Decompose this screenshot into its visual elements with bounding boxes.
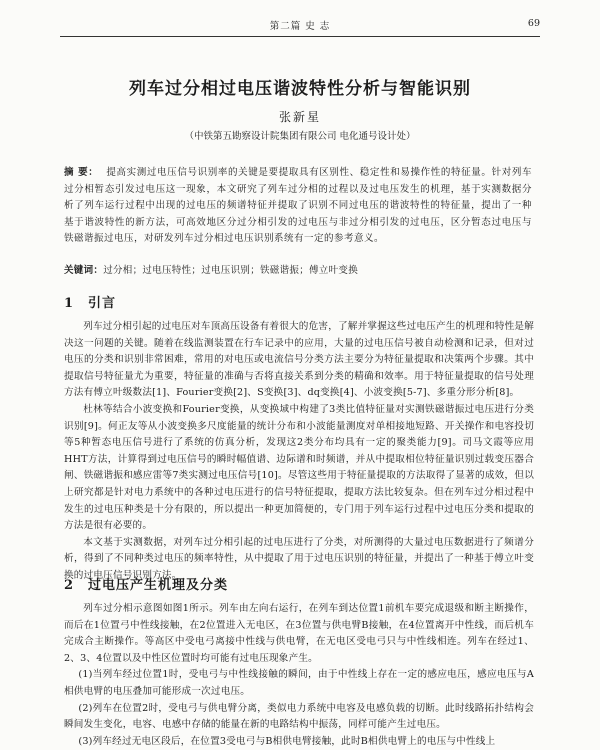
affiliation: （中铁第五勘察设计院集团有限公司 电化通号设计处） bbox=[184, 131, 416, 142]
section-heading-2 bbox=[64, 574, 228, 593]
header-divider bbox=[60, 36, 540, 37]
paper-title: 列车过分相过电压谐波特性分析与智能识别 bbox=[129, 79, 471, 99]
author: 张新星 bbox=[278, 110, 321, 124]
page-number: 69 bbox=[527, 18, 540, 29]
abstract bbox=[64, 165, 532, 248]
keywords bbox=[64, 262, 532, 276]
section-title: 引言 bbox=[88, 296, 117, 311]
section-number: 1 bbox=[64, 296, 75, 311]
paragraph: 本文基于实测数据，对列车过分相引起的过电压进行了分类，对所测得的大量过电压数据进行了频谱分析，得到了不同种类过电压的频率特性，从中提取了用于过电压识别的特征量，并提出了一种基于傅立叶变换的过电压信号识别方法。 bbox=[64, 536, 534, 581]
list-item: (2)列车在位置2时，受电弓与供电臂分离，类似电力系统中电容及电感负载的切断。此时线路拓扑结构会瞬间发生变化，电容、电感中存储的能量在新的电路结构中振荡，同样可能产生过电压。 bbox=[64, 702, 534, 731]
keywords-label: 关键词： bbox=[64, 265, 104, 276]
section-title: 过电压产生机理及分类 bbox=[88, 578, 229, 593]
section-1-body bbox=[64, 319, 534, 585]
section-number: 2 bbox=[64, 578, 75, 593]
section-heading-1 bbox=[64, 292, 116, 311]
list-item: (1)当列车经过位置1时，受电弓与中性线接触的瞬间，由于中性线上存在一定的感应电压，感应电压与A相供电臂的电压叠加可能形成一次过电压。 bbox=[64, 669, 534, 697]
section-2-body bbox=[64, 601, 534, 750]
paragraph: 杜林等结合小波变换和Fourier变换，从变换域中构建了3类比值特征量对实测铁磁谐振过电压进行分类识别[9]。何正友等从小波变换多尺度能量的统计分布和小波能量测度对单相接地短路、开关操作和电容投切等5种暂态电压信号进行了系统的仿真分析，发现这2类分布均具有一定的聚类能力[9]。司马文霞等应用HHT方法，计算得到过电压信号的瞬时幅值谱、边际谱和时频谱，并从中提取相位特征量识别过载变压器合闸、铁磁谐振和感应雷等7类实测过电压信号[10]。尽管这些用于特征量提取的方法取得了显著的成效，但以上研究都是针对电力系统中的各种过电压进行的信号特征提取，提取方法比较复杂。但在列车过分相过程中发生的过电压种类是十分有限的，所以提出一种更加简便的，专门用于列车运行过程中过电压分类和提取的方法是很有必要的。 bbox=[64, 403, 534, 532]
abstract-text: 提高实测过电压信号识别率的关键是要提取具有区别性、稳定性和易操作性的特征量。针对列车过分相暂态引发过电压这一现象，本文研究了列车过分相的过程以及过电压发生的机理，基于实测数据分析了列车运行过程中出现的过电压的频谱特征并提取了识别不同过电压的谐波特性的特征量，提出了一种基于谐波特性的新方法，可高效地区分过分相引发的过电压与非过分相引发的过电压，区分暂态过电压与铁磁谐振过电压，对研发列车过分相过电压识别系统有一定的参考意义。 bbox=[64, 167, 532, 245]
abstract-label: 摘 要： bbox=[64, 167, 99, 178]
paragraph: 列车过分相引起的过电压对车顶高压设备有着很大的危害，了解并掌握这些过电压产生的机理和特性是解决这一问题的关键。随着在线监测装置在行车记录中的应用，大量的过电压信号被自动检测和记录，但对过电压的分类和识别非常困难，常用的对电压或电流信号分类方法主要分为特征量提取和决策两个步骤。其中提取信号特征量尤为重要，特征量的准确与否将直接关系到分类的精确和效率。用于特征量提取的信号处理方法有傅立叶级数法[1]、Fourier变换[2]、S变换[3]、dq变换[4]、小波变换[5-7]、多重分形分析[8]。 bbox=[64, 321, 534, 399]
running-header bbox=[60, 18, 540, 34]
running-title: 第二篇 史 志 bbox=[269, 21, 331, 32]
paragraph: 列车过分相示意图如图1所示。列车由左向右运行，在列车到达位置1前机车要完成退级和断主断操作，而后在1位置弓中性线接触，在2位置进入无电区，在3位置与供电臂B接触，在4位置离开中性线，而后机车完成合主断操作。等高区中受电弓离接中性线与供电臂，在无电区受电弓只与中性线相连。列车在经过1、2、3、4位置以及中性区位置时均可能有过电压现象产生。 bbox=[64, 603, 534, 664]
list-item: (3)列车经过无电区段后，在位置3受电弓与B相供电臂接触，此时B相供电臂上的电压与中性线上 bbox=[78, 735, 496, 747]
keywords-text: 过分相；过电压特性；过电压识别；铁磁谐振；傅立叶变换 bbox=[103, 265, 359, 276]
